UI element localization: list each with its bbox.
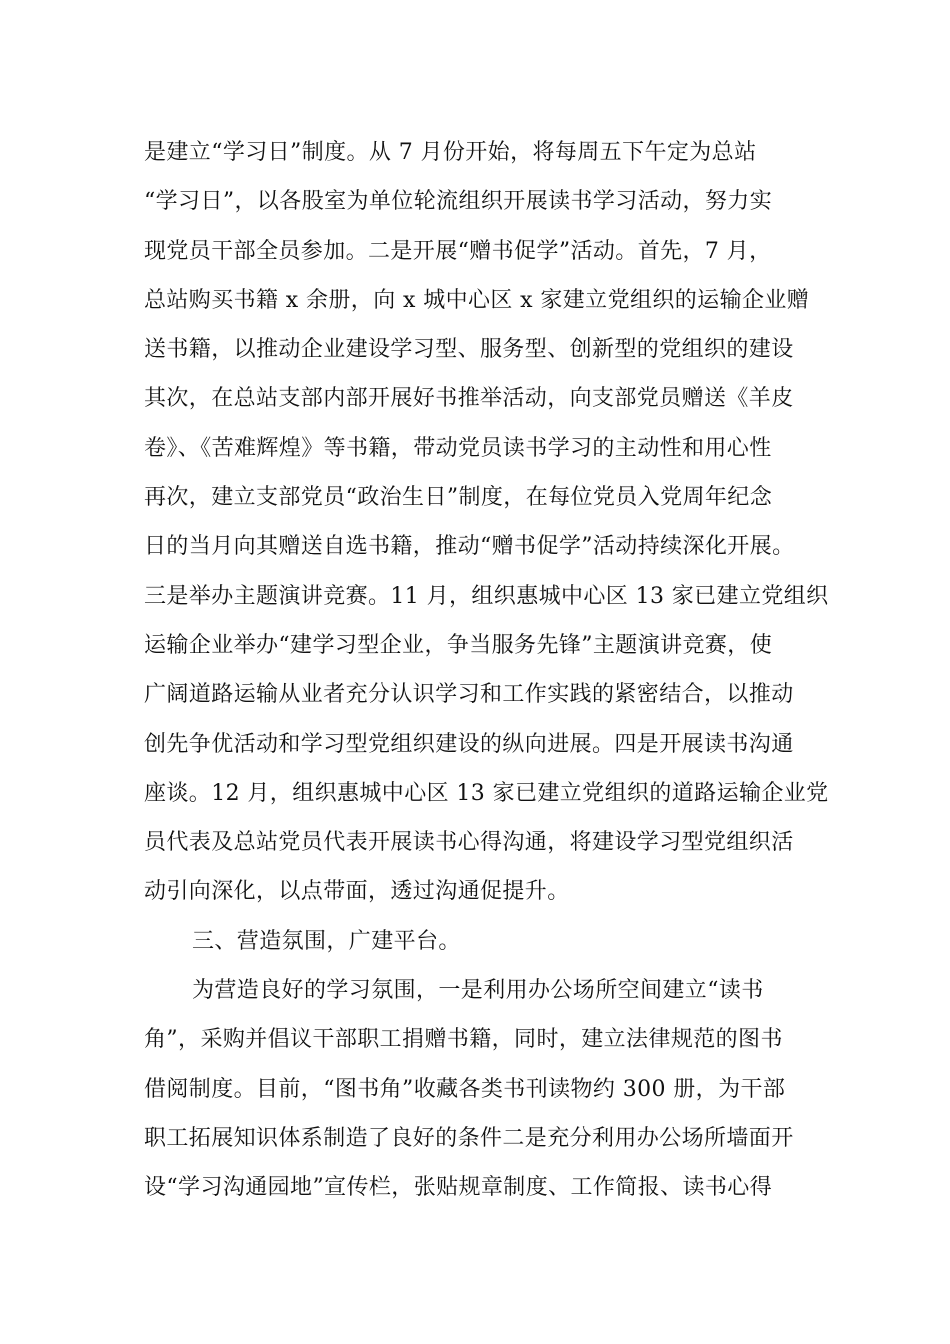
text-line: 员代表及总站党员代表开展读书心得沟通，将建设学习型党组织活 (144, 830, 794, 856)
section-heading: 三、营造氛围，广建平台。 (192, 928, 461, 954)
text-line: 运输企业举办“建学习型企业，争当服务先锋”主题演讲竞赛，使 (144, 632, 773, 658)
text-line: 座谈。12 月，组织惠城中心区 13 家已建立党组织的道路运输企业党 (144, 780, 829, 806)
text-line: 设“学习沟通园地”宣传栏，张贴规章制度、工作简报、读书心得 (144, 1175, 773, 1201)
body-text (144, 128, 829, 1213)
text-line: 借阅制度。目前，“图书角”收藏各类书刊读物约 300 册，为干部 (144, 1076, 786, 1102)
text-line: “学习日”，以各股室为单位轮流组织开展读书学习活动，努力实 (144, 189, 773, 215)
text-line: 再次，建立支部党员“政治生日”制度，在每位党员入党周年纪念 (144, 485, 773, 511)
text-line: 日的当月向其赠送自选书籍，推动“赠书促学”活动持续深化开展。 (144, 534, 795, 560)
text-line: 是建立“学习日”制度。从 7 月份开始，将每周五下午定为总站 (144, 140, 757, 165)
text-line: 职工拓展知识体系制造了良好的条件二是充分利用办公场所墙面开 (144, 1125, 794, 1151)
text-line: 其次，在总站支部内部开展好书推举活动，向支部党员赠送《羊皮 (144, 386, 794, 412)
text-line: 卷》、《苦难辉煌》等书籍，带动党员读书学习的主动性和用心性 (144, 435, 772, 461)
text-line: 现党员干部全员参加。二是开展“赠书促学”活动。首先，7 月， (144, 238, 772, 264)
text-line: 总站购买书籍 x 余册，向 x 城中心区 x 家建立党组织的运输企业赠 (144, 287, 810, 313)
paragraph-first-line: 为营造良好的学习氛围，一是利用办公场所空间建立“读书 (192, 978, 764, 1004)
text-line: 角”，采购并倡议干部职工捐赠书籍，同时，建立法律规范的图书 (144, 1027, 783, 1053)
text-line: 广阔道路运输从业者充分认识学习和工作实践的紧密结合，以推动 (144, 682, 794, 708)
text-line: 送书籍，以推动企业建设学习型、服务型、创新型的党组织的建设 (144, 337, 794, 363)
text-line: 动引向深化，以点带面，透过沟通促提升。 (144, 879, 570, 905)
text-line: 创先争优活动和学习型党组织建设的纵向进展。四是开展读书沟通 (144, 731, 794, 757)
text-line: 三是举办主题演讲竞赛。11 月，组织惠城中心区 13 家已建立党组织 (144, 583, 829, 609)
